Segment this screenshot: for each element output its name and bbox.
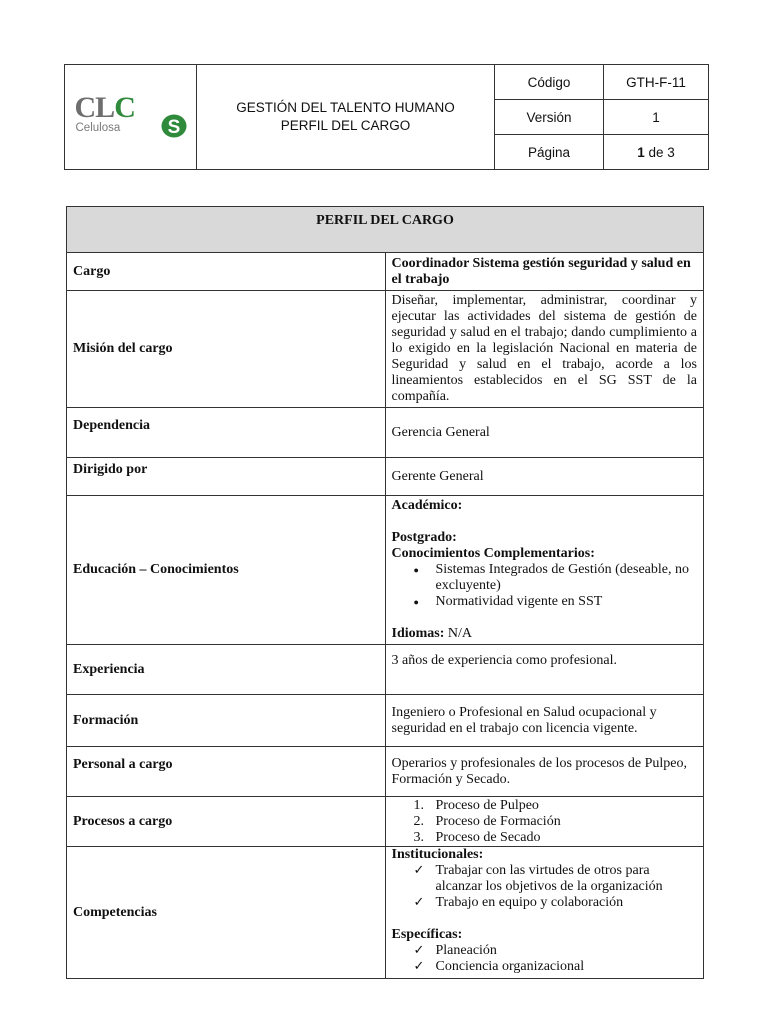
mision-label: Misión del cargo <box>67 291 386 408</box>
list-item: 1. Proceso de Pulpeo <box>413 797 539 813</box>
academico-heading: Académico: <box>391 498 463 513</box>
list-item: 3. Proceso de Secado <box>413 829 541 845</box>
procesos-list <box>392 798 698 846</box>
competencias-value <box>385 847 704 979</box>
dirigido-value: Gerente General <box>385 458 704 496</box>
row-procesos <box>67 797 704 847</box>
formacion-label: Formación <box>67 695 386 747</box>
experiencia-label: Experiencia <box>67 645 386 695</box>
document-header <box>64 64 709 170</box>
checkmark-icon: ✓ <box>413 863 425 878</box>
pagina-label: Página <box>495 135 604 170</box>
cargo-value: Coordinador Sistema gestión seguridad y salud en el trabajo <box>385 253 704 291</box>
dirigido-label: Dirigido por <box>67 458 386 496</box>
procesos-label: Procesos a cargo <box>67 797 386 847</box>
logo-cell <box>65 65 197 170</box>
cargo-label: Cargo <box>67 253 386 291</box>
profile-table <box>66 206 704 979</box>
educacion-value <box>385 496 704 645</box>
mision-value: Diseñar, implementar, administrar, coordinar y ejecutar las actividades del sistema de gestión de seguridad y salud en el trabajo; dando cumplimiento a lo exigido en la legislación Nacional en materia de Seguridad y salud en el trabajo, acorde a los lineamientos establecidos en el SG SST de la compañía. <box>385 291 704 408</box>
list-item: ✓ Trabajo en equipo y colaboración <box>413 895 624 910</box>
list-item: ● Normatividad vigente en SST <box>392 594 698 610</box>
version-value: 1 <box>604 100 709 135</box>
row-personal <box>67 747 704 797</box>
row-cargo <box>67 253 704 291</box>
logo-wordmark: CLC <box>74 90 135 124</box>
personal-label: Personal a cargo <box>67 747 386 797</box>
logo-s-icon <box>161 114 187 138</box>
institucionales-heading: Institucionales: <box>391 847 484 862</box>
personal-value: Operarios y profesionales de los procesos de Pulpeo, Formación y Secado. <box>385 747 704 797</box>
competencias-label: Competencias <box>67 847 386 979</box>
dependencia-label: Dependencia <box>67 408 386 458</box>
idiomas-line <box>392 626 698 642</box>
dependencia-value: Gerencia General <box>385 408 704 458</box>
row-formacion <box>67 695 704 747</box>
procesos-value <box>385 797 704 847</box>
complementarios-heading: Conocimientos Complementarios: <box>391 546 595 561</box>
checkmark-icon: ✓ <box>413 943 425 958</box>
list-item: ● Sistemas Integrados de Gestión (deseable, no excluyente) <box>392 562 698 594</box>
document-title <box>197 65 495 170</box>
profile-table-title: PERFIL DEL CARGO <box>67 207 704 253</box>
checkmark-icon: ✓ <box>413 895 425 910</box>
codigo-label: Código <box>495 65 604 100</box>
pagina-current: 1 <box>637 144 645 160</box>
institucionales-list <box>392 863 698 911</box>
especificas-list <box>392 943 698 975</box>
pagina-total: de 3 <box>644 144 675 160</box>
checkmark-icon: ✓ <box>413 959 425 974</box>
row-educacion <box>67 496 704 645</box>
educacion-label: Educación – Conocimientos <box>67 496 386 645</box>
postgrado-heading: Postgrado: <box>391 530 457 545</box>
row-mision <box>67 291 704 408</box>
list-item: ✓ Conciencia organizacional <box>413 959 585 974</box>
row-experiencia <box>67 645 704 695</box>
version-label: Versión <box>495 100 604 135</box>
formacion-value: Ingeniero o Profesional en Salud ocupacional y seguridad en el trabajo con licencia vigente. <box>385 695 704 747</box>
complementarios-list <box>392 562 698 610</box>
list-item: 2. Proceso de Formación <box>413 813 561 829</box>
svg-text:S: S <box>167 116 180 138</box>
title-line-2: PERFIL DEL CARGO <box>280 118 411 133</box>
row-competencias <box>67 847 704 979</box>
pagina-value <box>604 135 709 170</box>
experiencia-value: 3 años de experiencia como profesional. <box>385 645 704 695</box>
row-dirigido <box>67 458 704 496</box>
list-item: ✓ Planeación <box>413 943 497 958</box>
codigo-value: GTH-F-11 <box>604 65 709 100</box>
row-dependencia <box>67 408 704 458</box>
idiomas-label: Idiomas: <box>391 626 445 641</box>
list-item: ✓ Trabajar con las virtudes de otros para alcanzar los objetivos de la organización <box>413 863 663 894</box>
idiomas-value: N/A <box>444 626 473 641</box>
especificas-heading: Específicas: <box>391 927 463 942</box>
title-line-1: GESTIÓN DEL TALENTO HUMANO <box>236 100 455 115</box>
logo-subtitle: Celulosa <box>75 121 121 134</box>
company-logo <box>74 90 187 138</box>
